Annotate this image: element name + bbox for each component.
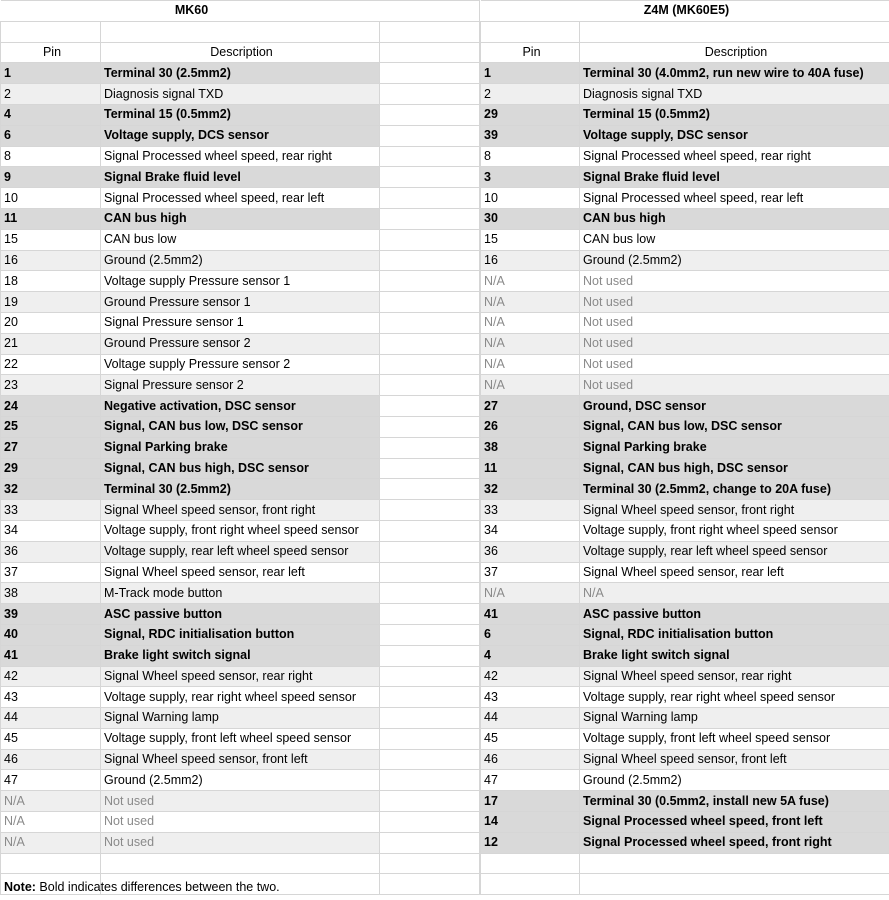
description-cell: Not used bbox=[101, 832, 380, 853]
table-row bbox=[481, 562, 889, 583]
description-cell: Signal Brake fluid level bbox=[580, 167, 889, 188]
description-cell: Terminal 30 (2.5mm2) bbox=[101, 479, 380, 500]
description-cell: Not used bbox=[580, 375, 889, 396]
description-cell: Signal Wheel speed sensor, rear right bbox=[101, 666, 380, 687]
description-cell: Signal Wheel speed sensor, front right bbox=[101, 500, 380, 521]
mk60-pin-header: Pin bbox=[1, 42, 101, 63]
pin-cell: 37 bbox=[1, 562, 101, 583]
table-row bbox=[1, 292, 380, 313]
pin-cell: 38 bbox=[481, 437, 580, 458]
description-cell: Voltage supply Pressure sensor 2 bbox=[101, 354, 380, 375]
pin-cell: 10 bbox=[1, 188, 101, 209]
description-cell: Not used bbox=[101, 791, 380, 812]
z4m-description-header: Description bbox=[580, 42, 889, 63]
spacer-column bbox=[379, 0, 480, 895]
table-row bbox=[481, 416, 889, 437]
description-cell: Voltage supply, rear left wheel speed sensor bbox=[580, 541, 889, 562]
description-cell: Voltage supply, DCS sensor bbox=[101, 125, 380, 146]
table-row bbox=[481, 125, 889, 146]
pin-cell: 36 bbox=[1, 541, 101, 562]
table-row bbox=[1, 208, 380, 229]
description-cell: Terminal 30 (2.5mm2, change to 20A fuse) bbox=[580, 479, 889, 500]
pin-cell: 41 bbox=[481, 604, 580, 625]
table-row bbox=[481, 333, 889, 354]
pin-cell: 10 bbox=[481, 188, 580, 209]
description-cell: Terminal 30 (0.5mm2, install new 5A fuse) bbox=[580, 791, 889, 812]
table-row bbox=[1, 458, 380, 479]
mk60-description-header: Description bbox=[101, 42, 380, 63]
table-row bbox=[1, 624, 380, 645]
table-row bbox=[481, 208, 889, 229]
table-row bbox=[481, 687, 889, 708]
pin-cell: 42 bbox=[481, 666, 580, 687]
description-cell: Signal Processed wheel speed, rear left bbox=[101, 188, 380, 209]
description-cell: ASC passive button bbox=[101, 604, 380, 625]
description-cell: Signal Wheel speed sensor, rear left bbox=[580, 562, 889, 583]
table-row bbox=[481, 500, 889, 521]
table-row bbox=[481, 666, 889, 687]
description-cell: Ground (2.5mm2) bbox=[101, 250, 380, 271]
table-row bbox=[1, 832, 380, 853]
pin-cell: 38 bbox=[1, 583, 101, 604]
description-cell: Ground (2.5mm2) bbox=[580, 250, 889, 271]
table-row bbox=[1, 791, 380, 812]
pin-cell: 45 bbox=[1, 728, 101, 749]
description-cell: Terminal 15 (0.5mm2) bbox=[580, 104, 889, 125]
pin-cell: 4 bbox=[1, 104, 101, 125]
description-cell: Signal Processed wheel speed, rear left bbox=[580, 188, 889, 209]
table-row bbox=[481, 375, 889, 396]
table-row bbox=[481, 708, 889, 729]
pin-cell: 36 bbox=[481, 541, 580, 562]
description-cell: Signal Processed wheel speed, front left bbox=[580, 812, 889, 833]
mk60-title: MK60 bbox=[1, 1, 380, 22]
description-cell: Diagnosis signal TXD bbox=[580, 84, 889, 105]
description-cell: Voltage supply, rear right wheel speed sensor bbox=[101, 687, 380, 708]
pin-cell: 32 bbox=[481, 479, 580, 500]
pin-cell: 41 bbox=[1, 645, 101, 666]
pin-cell: 29 bbox=[1, 458, 101, 479]
table-row bbox=[481, 292, 889, 313]
pin-cell: 21 bbox=[1, 333, 101, 354]
pin-cell: 42 bbox=[1, 666, 101, 687]
pin-cell: 37 bbox=[481, 562, 580, 583]
pin-cell: 43 bbox=[481, 687, 580, 708]
pin-cell: 12 bbox=[481, 832, 580, 853]
description-cell: Signal, CAN bus high, DSC sensor bbox=[101, 458, 380, 479]
description-cell: Not used bbox=[580, 271, 889, 292]
table-row bbox=[1, 63, 380, 84]
description-cell: Signal Pressure sensor 2 bbox=[101, 375, 380, 396]
description-cell: Voltage supply, rear right wheel speed sensor bbox=[580, 687, 889, 708]
table-row bbox=[481, 250, 889, 271]
table-row bbox=[1, 375, 380, 396]
description-cell: Not used bbox=[101, 812, 380, 833]
pin-cell: 9 bbox=[1, 167, 101, 188]
description-cell: Not used bbox=[580, 292, 889, 313]
description-cell: Signal Warning lamp bbox=[580, 708, 889, 729]
pin-cell: 47 bbox=[1, 770, 101, 791]
pin-cell: 43 bbox=[1, 687, 101, 708]
description-cell: Signal, RDC initialisation button bbox=[101, 624, 380, 645]
table-row bbox=[1, 84, 380, 105]
table-row bbox=[481, 146, 889, 167]
description-cell: N/A bbox=[580, 583, 889, 604]
table-row bbox=[481, 312, 889, 333]
pin-cell: 33 bbox=[1, 500, 101, 521]
description-cell: Ground Pressure sensor 2 bbox=[101, 333, 380, 354]
description-cell: Signal Warning lamp bbox=[101, 708, 380, 729]
footnote-text: Bold indicates differences between the two. bbox=[35, 880, 280, 894]
table-row bbox=[481, 84, 889, 105]
table-row bbox=[481, 458, 889, 479]
pin-cell: 1 bbox=[1, 63, 101, 84]
pin-cell: 34 bbox=[481, 520, 580, 541]
pin-cell: 14 bbox=[481, 812, 580, 833]
table-row bbox=[481, 728, 889, 749]
description-cell: Voltage supply Pressure sensor 1 bbox=[101, 271, 380, 292]
pin-cell: 16 bbox=[1, 250, 101, 271]
pin-cell: 34 bbox=[1, 520, 101, 541]
pin-cell: 27 bbox=[481, 396, 580, 417]
description-cell: Signal Wheel speed sensor, front right bbox=[580, 500, 889, 521]
table-row bbox=[1, 416, 380, 437]
description-cell: Signal, RDC initialisation button bbox=[580, 624, 889, 645]
description-cell: Signal Pressure sensor 1 bbox=[101, 312, 380, 333]
table-row bbox=[1, 770, 380, 791]
pin-cell: 46 bbox=[1, 749, 101, 770]
description-cell: Ground (2.5mm2) bbox=[580, 770, 889, 791]
table-row bbox=[1, 188, 380, 209]
table-row bbox=[481, 541, 889, 562]
table-row bbox=[481, 791, 889, 812]
table-row bbox=[481, 229, 889, 250]
description-cell: Signal Processed wheel speed, rear right bbox=[101, 146, 380, 167]
description-cell: CAN bus high bbox=[101, 208, 380, 229]
table-row bbox=[481, 520, 889, 541]
pin-cell: N/A bbox=[481, 583, 580, 604]
table-row bbox=[481, 624, 889, 645]
table-row bbox=[1, 250, 380, 271]
pin-cell: N/A bbox=[1, 832, 101, 853]
description-cell: Signal Wheel speed sensor, front left bbox=[580, 749, 889, 770]
table-row bbox=[481, 479, 889, 500]
z4m-table bbox=[480, 0, 889, 895]
table-row bbox=[1, 333, 380, 354]
z4m-pin-header: Pin bbox=[481, 42, 580, 63]
table-row bbox=[1, 520, 380, 541]
pin-cell: 26 bbox=[481, 416, 580, 437]
description-cell: Not used bbox=[580, 333, 889, 354]
pin-cell: 15 bbox=[1, 229, 101, 250]
description-cell: Signal Wheel speed sensor, rear right bbox=[580, 666, 889, 687]
table-row bbox=[1, 541, 380, 562]
table-row bbox=[481, 770, 889, 791]
pin-cell: 1 bbox=[481, 63, 580, 84]
description-cell: Voltage supply, front right wheel speed sensor bbox=[101, 520, 380, 541]
description-cell: Voltage supply, front left wheel speed sensor bbox=[101, 728, 380, 749]
pin-cell: 4 bbox=[481, 645, 580, 666]
table-row bbox=[481, 354, 889, 375]
table-row bbox=[481, 63, 889, 84]
pin-cell: N/A bbox=[481, 312, 580, 333]
table-row bbox=[1, 312, 380, 333]
mk60-table bbox=[0, 0, 380, 895]
table-row bbox=[1, 666, 380, 687]
table-row bbox=[1, 396, 380, 417]
description-cell: Ground (2.5mm2) bbox=[101, 770, 380, 791]
table-row bbox=[481, 749, 889, 770]
description-cell: Signal Wheel speed sensor, front left bbox=[101, 749, 380, 770]
table-row bbox=[481, 167, 889, 188]
pin-cell: 6 bbox=[1, 125, 101, 146]
table-row bbox=[1, 645, 380, 666]
pin-cell: N/A bbox=[481, 292, 580, 313]
description-cell: Not used bbox=[580, 312, 889, 333]
table-row bbox=[1, 728, 380, 749]
description-cell: Voltage supply, rear left wheel speed sensor bbox=[101, 541, 380, 562]
table-row bbox=[1, 708, 380, 729]
description-cell: Signal Processed wheel speed, rear right bbox=[580, 146, 889, 167]
table-row bbox=[1, 500, 380, 521]
table-row bbox=[481, 583, 889, 604]
pin-cell: 22 bbox=[1, 354, 101, 375]
pin-cell: 46 bbox=[481, 749, 580, 770]
description-cell: Terminal 15 (0.5mm2) bbox=[101, 104, 380, 125]
description-cell: Brake light switch signal bbox=[580, 645, 889, 666]
description-cell: Signal, CAN bus low, DSC sensor bbox=[580, 416, 889, 437]
pin-cell: 47 bbox=[481, 770, 580, 791]
table-row bbox=[1, 562, 380, 583]
table-row bbox=[1, 229, 380, 250]
pin-cell: N/A bbox=[481, 271, 580, 292]
pin-cell: 45 bbox=[481, 728, 580, 749]
table-row bbox=[481, 188, 889, 209]
description-cell: Signal Brake fluid level bbox=[101, 167, 380, 188]
table-row bbox=[1, 687, 380, 708]
description-cell: CAN bus low bbox=[580, 229, 889, 250]
pin-cell: 8 bbox=[481, 146, 580, 167]
description-cell: Not used bbox=[580, 354, 889, 375]
table-row bbox=[1, 479, 380, 500]
table-row bbox=[481, 396, 889, 417]
description-cell: Signal, CAN bus high, DSC sensor bbox=[580, 458, 889, 479]
pin-cell: N/A bbox=[1, 812, 101, 833]
table-row bbox=[1, 604, 380, 625]
description-cell: Ground Pressure sensor 1 bbox=[101, 292, 380, 313]
mk60-panel bbox=[0, 0, 379, 895]
pin-cell: N/A bbox=[481, 375, 580, 396]
description-cell: ASC passive button bbox=[580, 604, 889, 625]
pin-cell: 23 bbox=[1, 375, 101, 396]
pin-cell: N/A bbox=[481, 333, 580, 354]
pin-cell: 8 bbox=[1, 146, 101, 167]
table-row bbox=[1, 812, 380, 833]
pin-cell: 39 bbox=[1, 604, 101, 625]
pin-cell: N/A bbox=[1, 791, 101, 812]
pin-cell: 11 bbox=[481, 458, 580, 479]
description-cell: Terminal 30 (4.0mm2, run new wire to 40A fuse) bbox=[580, 63, 889, 84]
table-row bbox=[481, 812, 889, 833]
table-row bbox=[1, 749, 380, 770]
pin-cell: 11 bbox=[1, 208, 101, 229]
table-row bbox=[1, 146, 380, 167]
description-cell: Terminal 30 (2.5mm2) bbox=[101, 63, 380, 84]
table-row bbox=[1, 271, 380, 292]
pin-cell: 29 bbox=[481, 104, 580, 125]
table-row bbox=[481, 271, 889, 292]
pin-cell: 17 bbox=[481, 791, 580, 812]
description-cell: Voltage supply, front right wheel speed sensor bbox=[580, 520, 889, 541]
description-cell: Signal Parking brake bbox=[101, 437, 380, 458]
description-cell: Signal Parking brake bbox=[580, 437, 889, 458]
description-cell: Voltage supply, front left wheel speed sensor bbox=[580, 728, 889, 749]
pin-cell: 44 bbox=[1, 708, 101, 729]
z4m-title: Z4M (MK60E5) bbox=[481, 1, 889, 22]
table-row bbox=[1, 104, 380, 125]
pin-cell: 16 bbox=[481, 250, 580, 271]
pin-cell: 15 bbox=[481, 229, 580, 250]
table-row bbox=[481, 604, 889, 625]
table-row bbox=[481, 645, 889, 666]
table-row bbox=[481, 437, 889, 458]
pin-cell: 30 bbox=[481, 208, 580, 229]
pin-cell: 6 bbox=[481, 624, 580, 645]
footnote bbox=[4, 880, 280, 894]
description-cell: Signal Wheel speed sensor, rear left bbox=[101, 562, 380, 583]
pin-cell: 39 bbox=[481, 125, 580, 146]
table-row bbox=[1, 167, 380, 188]
pin-cell: N/A bbox=[481, 354, 580, 375]
description-cell: M-Track mode button bbox=[101, 583, 380, 604]
description-cell: CAN bus low bbox=[101, 229, 380, 250]
description-cell: Ground, DSC sensor bbox=[580, 396, 889, 417]
pin-cell: 3 bbox=[481, 167, 580, 188]
description-cell: Signal, CAN bus low, DSC sensor bbox=[101, 416, 380, 437]
pin-cell: 24 bbox=[1, 396, 101, 417]
description-cell: Voltage supply, DSC sensor bbox=[580, 125, 889, 146]
pin-cell: 2 bbox=[1, 84, 101, 105]
pin-cell: 2 bbox=[481, 84, 580, 105]
pin-cell: 19 bbox=[1, 292, 101, 313]
table-row bbox=[1, 583, 380, 604]
description-cell: Negative activation, DSC sensor bbox=[101, 396, 380, 417]
pin-cell: 18 bbox=[1, 271, 101, 292]
description-cell: CAN bus high bbox=[580, 208, 889, 229]
pin-cell: 32 bbox=[1, 479, 101, 500]
pin-cell: 25 bbox=[1, 416, 101, 437]
z4m-panel bbox=[480, 0, 889, 895]
pin-cell: 44 bbox=[481, 708, 580, 729]
table-row bbox=[1, 437, 380, 458]
pin-cell: 40 bbox=[1, 624, 101, 645]
table-row bbox=[1, 125, 380, 146]
table-row bbox=[1, 354, 380, 375]
table-row bbox=[481, 832, 889, 853]
table-row bbox=[481, 104, 889, 125]
description-cell: Brake light switch signal bbox=[101, 645, 380, 666]
pin-cell: 20 bbox=[1, 312, 101, 333]
footnote-label: Note: bbox=[4, 880, 36, 894]
pin-cell: 33 bbox=[481, 500, 580, 521]
description-cell: Signal Processed wheel speed, front right bbox=[580, 832, 889, 853]
pin-cell: 27 bbox=[1, 437, 101, 458]
description-cell: Diagnosis signal TXD bbox=[101, 84, 380, 105]
